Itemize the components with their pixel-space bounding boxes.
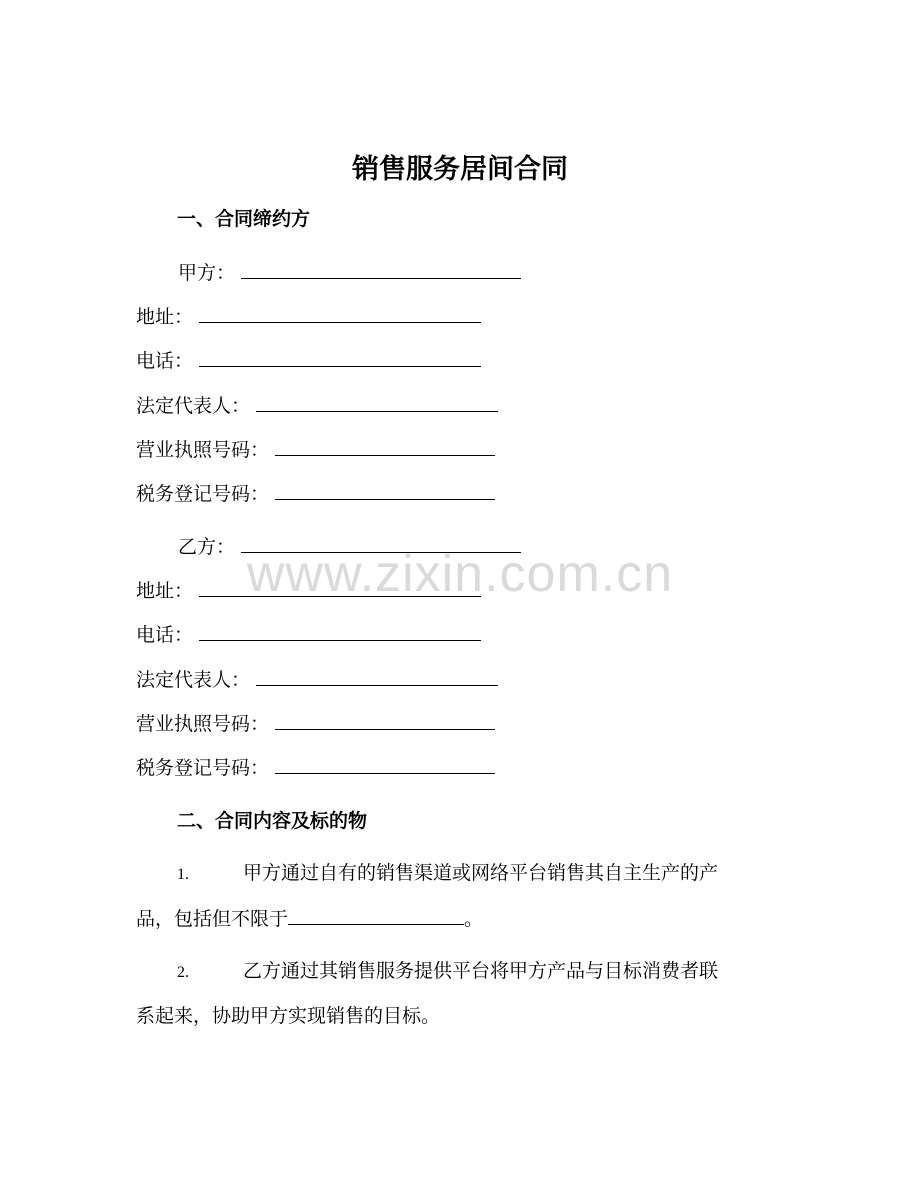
party-a-tax-field — [136, 479, 495, 508]
party-b-name-label: 乙方： — [178, 536, 236, 558]
clause-2-line-1 — [136, 957, 776, 1002]
party-a-name-blank — [241, 258, 521, 279]
party-a-tax-label: 税务登记号码： — [136, 483, 270, 505]
party-a-phone-field — [136, 346, 481, 375]
party-a-phone-label: 电话： — [136, 350, 194, 372]
party-a-legal-rep-blank — [256, 391, 498, 412]
party-b-phone-blank — [199, 620, 481, 641]
party-b-tax-label: 税务登记号码： — [136, 757, 270, 779]
party-b-license-label: 营业执照号码： — [136, 713, 270, 735]
clause-1-text-after-blank: 。 — [464, 908, 484, 930]
party-b-tax-blank — [275, 753, 495, 774]
clause-1-text-before-blank: 品，包括但不限于 — [136, 908, 289, 930]
party-b-phone-label: 电话： — [136, 624, 194, 646]
party-b-legal-rep-label: 法定代表人： — [136, 669, 251, 691]
party-b-license-field — [136, 709, 495, 738]
clause-1-product-blank — [288, 904, 464, 925]
watermark: www.zixin.com.cn — [246, 545, 674, 603]
party-b-license-blank — [275, 709, 495, 730]
party-a-address-field — [136, 302, 481, 331]
clause-1-number: 1. — [177, 866, 189, 883]
party-b-address-label: 地址： — [136, 580, 194, 602]
document-title: 销售服务居间合同 — [352, 154, 568, 185]
clause-1-line-2 — [136, 904, 776, 949]
party-a-license-field — [136, 435, 495, 464]
party-a-legal-rep-field — [136, 391, 498, 420]
party-a-tax-blank — [275, 479, 495, 500]
section-heading-content: 二、合同内容及标的物 — [177, 810, 368, 832]
party-a-address-blank — [199, 302, 481, 323]
party-a-name-field — [178, 258, 521, 287]
clause-2 — [136, 957, 776, 1047]
clause-1 — [136, 859, 776, 949]
party-a-address-label: 地址： — [136, 306, 194, 328]
clause-2-line-2 — [136, 1002, 776, 1047]
party-a-legal-rep-label: 法定代表人： — [136, 395, 251, 417]
party-b-phone-field — [136, 620, 481, 649]
section-heading-parties: 一、合同缔约方 — [177, 208, 311, 230]
party-a-license-label: 营业执照号码： — [136, 439, 270, 461]
clause-2-text: 乙方通过其销售服务提供平台将甲方产品与目标消费者联 — [243, 960, 719, 982]
party-a-name-label: 甲方： — [178, 262, 236, 284]
clause-2-number: 2. — [177, 964, 189, 981]
party-b-legal-rep-blank — [256, 665, 498, 686]
clause-1-line-1 — [136, 859, 776, 904]
clause-2-text-continued: 系起来，协助甲方实现销售的目标。 — [136, 1005, 441, 1027]
party-a-phone-blank — [199, 346, 481, 367]
party-a-license-blank — [275, 435, 495, 456]
party-b-legal-rep-field — [136, 665, 498, 694]
clause-1-text: 甲方通过自有的销售渠道或网络平台销售其自主生产的产 — [243, 862, 719, 884]
party-b-tax-field — [136, 753, 495, 782]
